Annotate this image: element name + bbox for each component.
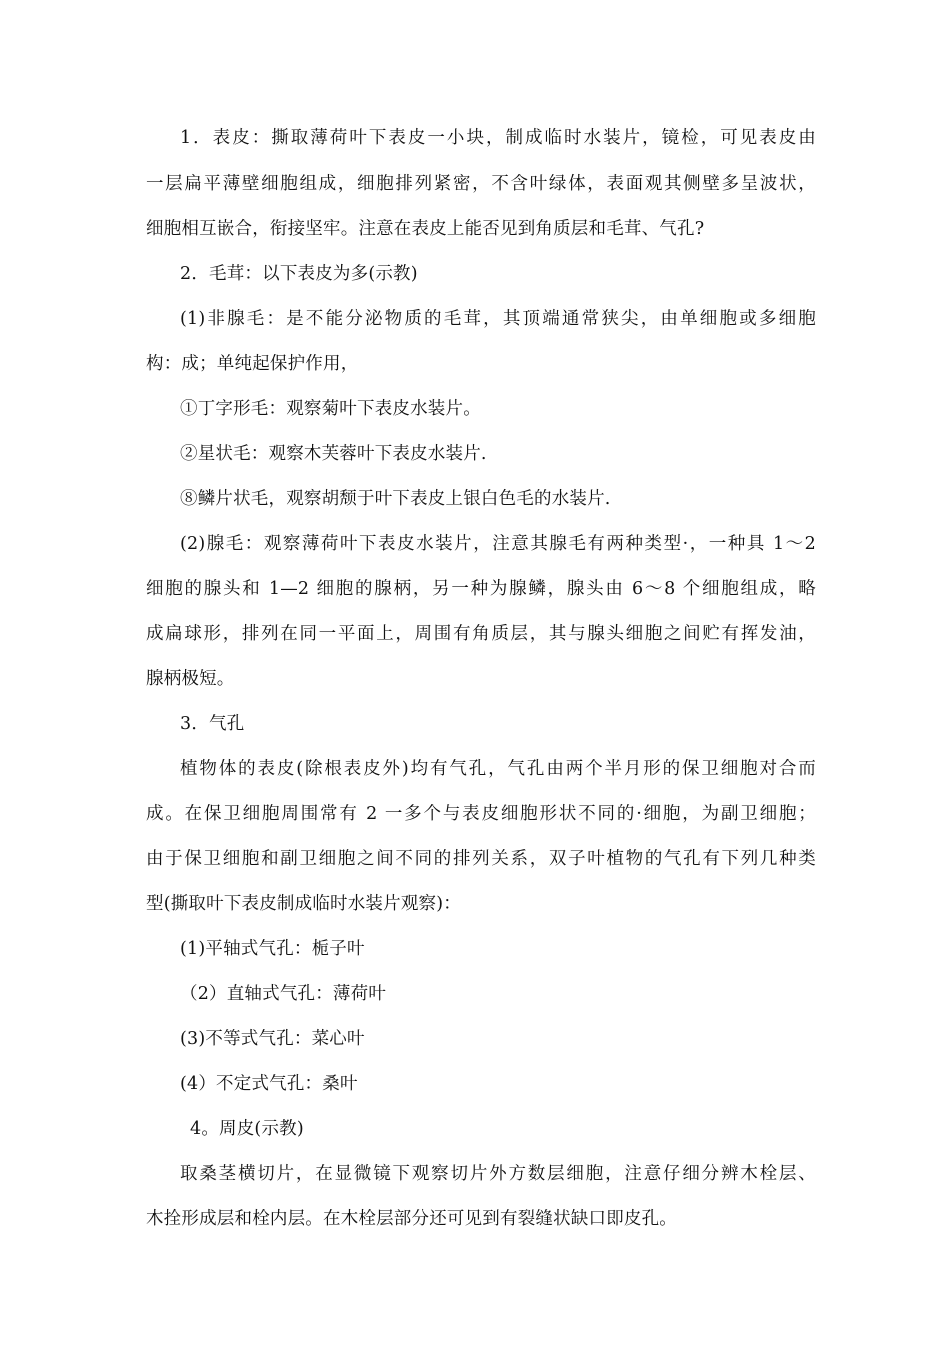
text-line: 型(撕取叶下表皮制成临时水装片观察)： — [146, 894, 461, 914]
section-heading: 2．毛茸：以下表皮为多(示教) — [180, 264, 418, 284]
section-heading: 4。周皮(示教) — [190, 1119, 304, 1139]
text-line: 腺柄极短。 — [146, 669, 235, 689]
list-item: (3)不等式气孔：菜心叶 — [180, 1029, 365, 1049]
text-line: 取桑茎横切片，在显微镜下观察切片外方数层细胞，注意仔细分辨木栓层、 — [180, 1164, 816, 1184]
list-item: （2）直轴式气孔：薄荷叶 — [180, 984, 387, 1004]
list-item: ①丁字形毛：观察菊叶下表皮水装片。 — [180, 399, 481, 419]
text-line: 由于保卫细胞和副卫细胞之间不同的排列关系，双子叶植物的气孔有下列几种类 — [146, 849, 816, 869]
text-line: 1．表皮：撕取薄荷叶下表皮一小块，制成临时水装片，镜检，可见表皮由 — [180, 128, 816, 148]
text-line: (1)非腺毛：是不能分泌物质的毛茸，其顶端通常狭尖，由单细胞或多细胞 — [180, 309, 816, 329]
text-line: 木拴形成层和栓内层。在木栓层部分还可见到有裂缝状缺口即皮孔。 — [146, 1209, 677, 1229]
text-line: (2)腺毛：观察薄荷叶下表皮水装片，注意其腺毛有两种类型·，一种具 1～2 — [180, 534, 816, 554]
text-line: 一层扁平薄壁细胞组成，细胞排列紧密，不含叶绿体，表面观其侧壁多呈波状， — [146, 174, 816, 194]
text-line: 植物体的表皮(除根表皮外)均有气孔，气孔由两个半月形的保卫细胞对合而 — [180, 759, 816, 779]
text-line: 构：成；单纯起保护作用， — [146, 354, 359, 374]
list-item: (4）不定式气孔：桑叶 — [180, 1074, 358, 1094]
list-item: ②星状毛：观察木芙蓉叶下表皮水装片. — [180, 444, 487, 464]
list-item: (1)平轴式气孔：栀子叶 — [180, 939, 365, 959]
text-line: 细胞相互嵌合，衔接坚牢。注意在表皮上能否见到角质层和毛茸、气孔? — [146, 219, 705, 239]
section-heading: 3．气孔 — [180, 714, 245, 734]
text-line: 细胞的腺头和 1—2 细胞的腺柄，另一种为腺鳞，腺头由 6～8 个细胞组成，略 — [146, 579, 816, 599]
text-line: 成。在保卫细胞周围常有 2 一多个与表皮细胞形状不同的·细胞，为副卫细胞； — [146, 804, 816, 824]
text-line: 成扁球形，排列在同一平面上，周围有角质层，其与腺头细胞之间贮有挥发油， — [146, 624, 816, 644]
list-item: ⑧鳞片状毛，观察胡颓于叶下表皮上银白色毛的水装片. — [180, 489, 611, 509]
